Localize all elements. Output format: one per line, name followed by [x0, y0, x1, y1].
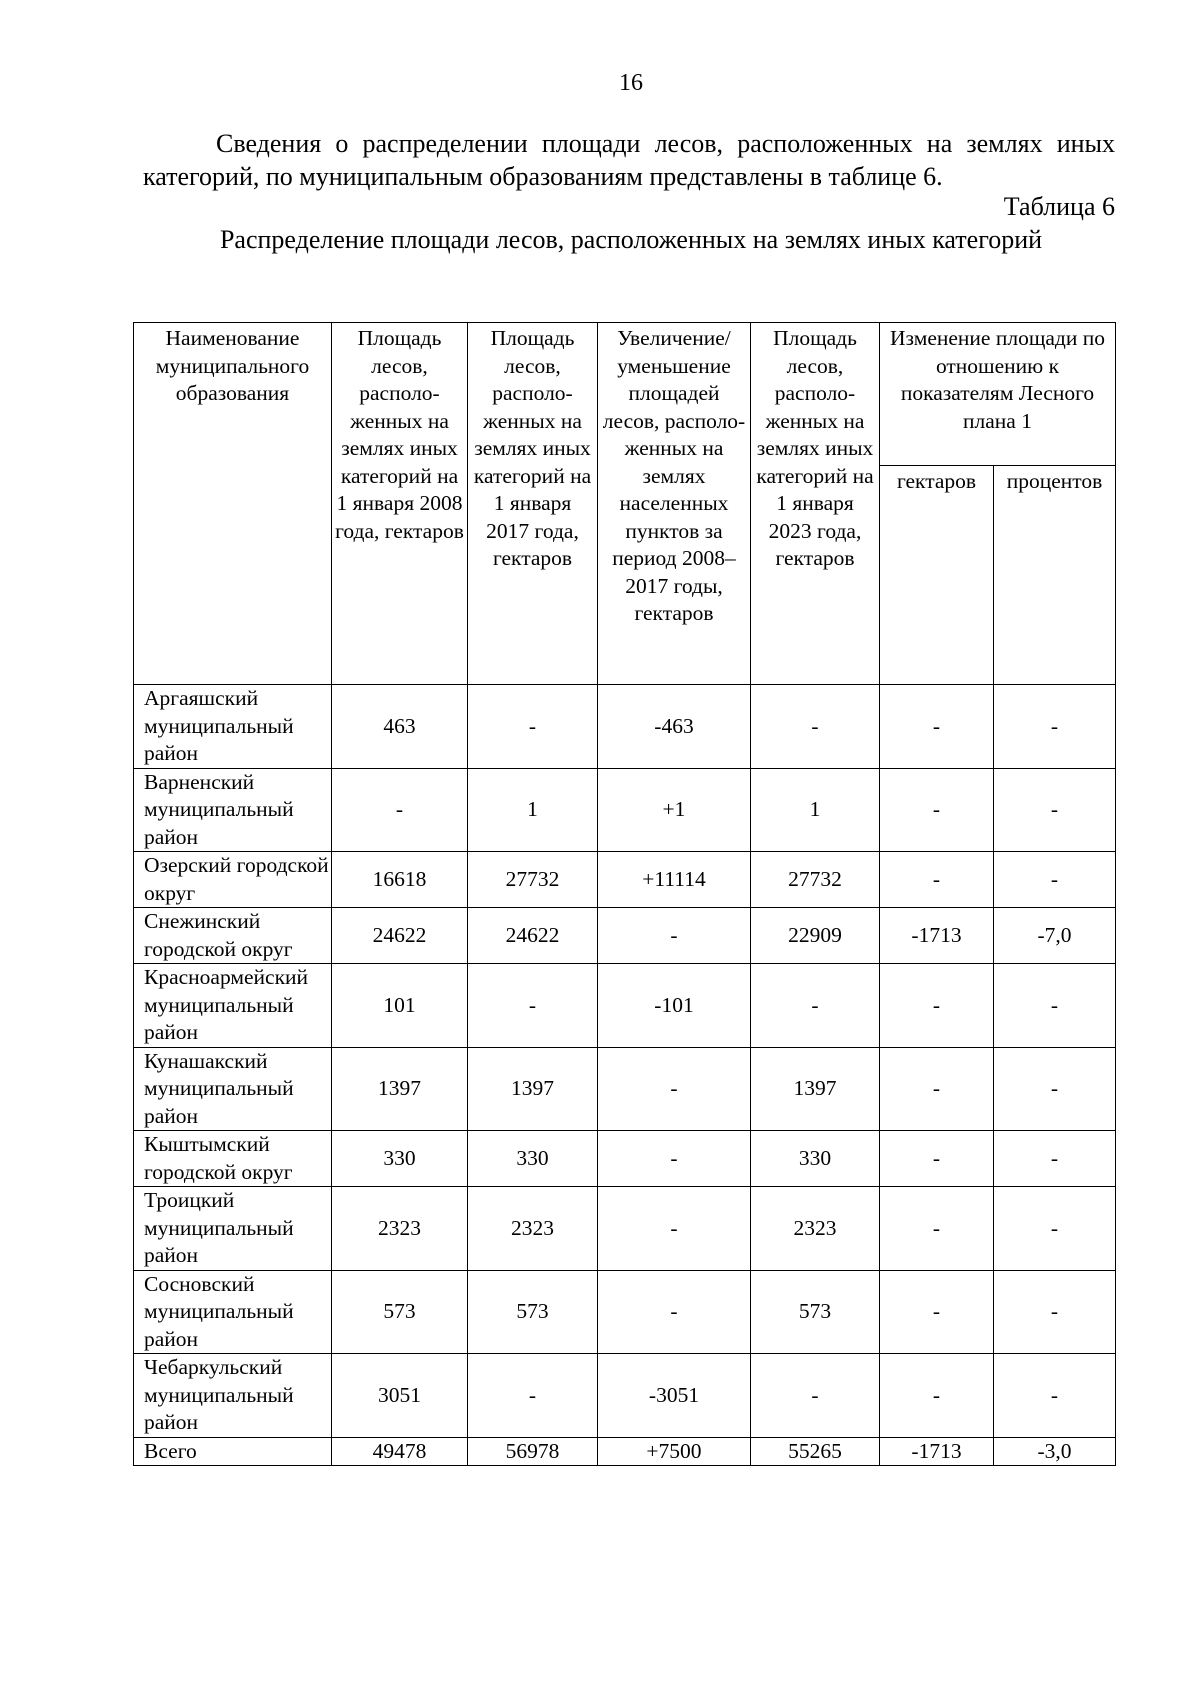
header-hectares: гектаров	[880, 466, 994, 685]
row-name: Варненский муниципальный район	[134, 768, 332, 852]
cell-change: +7500	[598, 1437, 751, 1466]
cell-change-hectares: -	[880, 964, 994, 1048]
cell-change-percent: -	[994, 1131, 1116, 1187]
cell-area-2023: 22909	[751, 908, 880, 964]
cell-change: -	[598, 1047, 751, 1131]
cell-area-2008: 573	[332, 1270, 468, 1354]
cell-change-hectares: -	[880, 852, 994, 908]
cell-change-percent: -3,0	[994, 1437, 1116, 1466]
cell-area-2023: 573	[751, 1270, 880, 1354]
cell-area-2023: -	[751, 1354, 880, 1438]
header-area-2017: Площадь лесов, располо-женных на землях иных категорий на 1 января 2017 года, гектаров	[468, 323, 598, 685]
table-body	[134, 685, 1116, 1466]
cell-change-hectares: -	[880, 1131, 994, 1187]
cell-change-percent: -	[994, 768, 1116, 852]
cell-change-percent: -	[994, 1187, 1116, 1271]
row-name: Троицкий муниципальный район	[134, 1187, 332, 1271]
cell-change: -	[598, 1270, 751, 1354]
cell-change: -	[598, 1131, 751, 1187]
cell-area-2008: -	[332, 768, 468, 852]
table-row	[134, 1131, 1116, 1187]
table-title: Распределение площади лесов, расположенных на землях иных категорий	[219, 225, 1043, 254]
row-name: Озерский городской округ	[134, 852, 332, 908]
cell-area-2017: -	[468, 685, 598, 769]
cell-change-percent: -	[994, 1270, 1116, 1354]
cell-area-2017: 330	[468, 1131, 598, 1187]
cell-change: -3051	[598, 1354, 751, 1438]
cell-area-2023: 27732	[751, 852, 880, 908]
header-area-2023: Площадь лесов, располо-женных на землях иных категорий на 1 января 2023 года, гектаров	[751, 323, 880, 685]
row-name: Кунашакский муниципальный район	[134, 1047, 332, 1131]
cell-area-2023: -	[751, 964, 880, 1048]
cell-area-2008: 3051	[332, 1354, 468, 1438]
cell-area-2008: 2323	[332, 1187, 468, 1271]
table-row	[134, 685, 1116, 769]
row-name: Чебаркульский муниципальный район	[134, 1354, 332, 1438]
header-name: Наименование муниципального образования	[134, 323, 332, 685]
cell-change-hectares: -1713	[880, 1437, 994, 1466]
cell-area-2017: 1397	[468, 1047, 598, 1131]
cell-change-hectares: -	[880, 768, 994, 852]
table-row	[134, 1437, 1116, 1466]
cell-change-percent: -	[994, 852, 1116, 908]
cell-change-percent: -	[994, 1354, 1116, 1438]
cell-area-2023: 55265	[751, 1437, 880, 1466]
cell-area-2023: 1397	[751, 1047, 880, 1131]
cell-area-2017: 1	[468, 768, 598, 852]
cell-change-hectares: -	[880, 1270, 994, 1354]
table-row	[134, 964, 1116, 1048]
page-number: 16	[619, 70, 643, 96]
table-row	[134, 1047, 1116, 1131]
cell-change: -101	[598, 964, 751, 1048]
cell-area-2008: 330	[332, 1131, 468, 1187]
table-row	[134, 1270, 1116, 1354]
cell-change: -	[598, 1187, 751, 1271]
cell-area-2008: 49478	[332, 1437, 468, 1466]
cell-area-2023: -	[751, 685, 880, 769]
table-row	[134, 852, 1116, 908]
cell-area-2017: -	[468, 964, 598, 1048]
cell-change-hectares: -	[880, 1047, 994, 1131]
forest-area-table	[133, 322, 1116, 1466]
cell-area-2008: 16618	[332, 852, 468, 908]
cell-area-2023: 1	[751, 768, 880, 852]
table-row	[134, 1187, 1116, 1271]
cell-area-2017: -	[468, 1354, 598, 1438]
row-name: Красноармейский муниципальный район	[134, 964, 332, 1048]
cell-change-hectares: -	[880, 1354, 994, 1438]
row-name: Всего	[134, 1437, 332, 1466]
cell-area-2017: 573	[468, 1270, 598, 1354]
cell-change: +1	[598, 768, 751, 852]
cell-area-2017: 2323	[468, 1187, 598, 1271]
header-area-2008: Площадь лесов, располо-женных на землях иных категорий на 1 января 2008 года, гектаров	[332, 323, 468, 685]
cell-area-2008: 24622	[332, 908, 468, 964]
table-row	[134, 908, 1116, 964]
cell-area-2023: 2323	[751, 1187, 880, 1271]
header-change: Увеличение/ уменьшение площадей лесов, располо-женных на землях населенных пунктов за период 2008–2017 годы, гектаров	[598, 323, 751, 685]
cell-area-2008: 1397	[332, 1047, 468, 1131]
intro-paragraph: Сведения о распределении площади лесов, расположенных на землях иных категорий, по муниципальным образованиям представлены в таблице 6.	[143, 129, 1115, 191]
cell-change-percent: -7,0	[994, 908, 1116, 964]
cell-change: +11114	[598, 852, 751, 908]
row-name: Снежинский городской округ	[134, 908, 332, 964]
cell-area-2017: 27732	[468, 852, 598, 908]
row-name: Аргаяшский муниципальный район	[134, 685, 332, 769]
cell-area-2023: 330	[751, 1131, 880, 1187]
table-row	[134, 768, 1116, 852]
cell-change-percent: -	[994, 685, 1116, 769]
cell-change-percent: -	[994, 1047, 1116, 1131]
cell-change-percent: -	[994, 964, 1116, 1048]
cell-area-2017: 56978	[468, 1437, 598, 1466]
cell-area-2008: 101	[332, 964, 468, 1048]
row-name: Сосновский муниципальный район	[134, 1270, 332, 1354]
cell-change-hectares: -	[880, 685, 994, 769]
row-name: Кыштымский городской округ	[134, 1131, 332, 1187]
table-row	[134, 1354, 1116, 1438]
table-label: Таблица 6	[1003, 192, 1115, 221]
cell-area-2017: 24622	[468, 908, 598, 964]
cell-change: -	[598, 908, 751, 964]
cell-change-hectares: -	[880, 1187, 994, 1271]
header-plan-change: Изменение площади по отношению к показателям Лесного плана 1	[880, 323, 1116, 466]
cell-change-hectares: -1713	[880, 908, 994, 964]
cell-area-2008: 463	[332, 685, 468, 769]
cell-change: -463	[598, 685, 751, 769]
header-percent: процентов	[994, 466, 1116, 685]
